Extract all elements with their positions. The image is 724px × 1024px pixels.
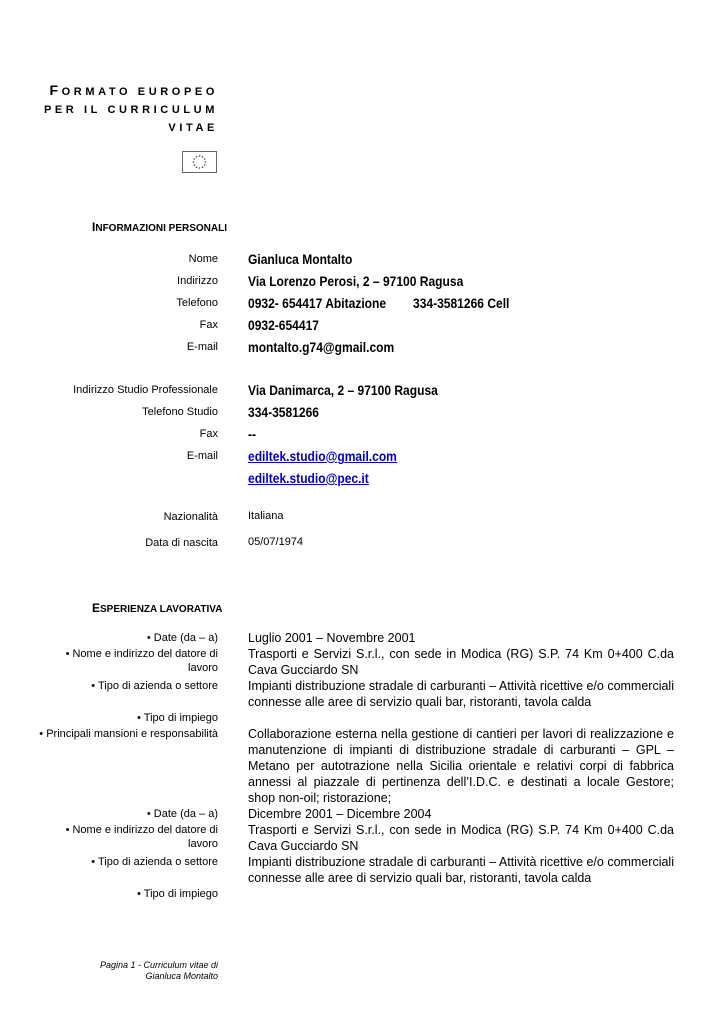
studio-phone-value: 334-3581266 [248, 404, 319, 420]
address-label: Indirizzo [177, 275, 218, 287]
birthdate-label: Data di nascita [145, 537, 218, 549]
eu-flag-icon [182, 151, 217, 173]
footer-line-2: Gianluca Montalto [145, 971, 218, 981]
studio-email-label: E-mail [186, 450, 218, 462]
studio-fax-value: -- [248, 426, 257, 442]
cv-title-line-2: PER IL CURRICULUM [43, 104, 218, 116]
job2-sector-label: • Tipo di azienda o settore [91, 856, 218, 868]
job1-sector: Impianti distribuzione stradale di carburanti – Attività ricettive e/o commerciali connesse alle aree di servizio quali bar, ristoranti, tavola calda [248, 679, 674, 709]
cv-title-line-3: VITAE [168, 122, 218, 134]
fax-label: Fax [199, 319, 218, 331]
job1-employer: Trasporti e Servizi S.r.l., con sede in Modica (RG) S.P. 74 Km 0+400 C.da Cava Gucciardo SN [248, 647, 674, 677]
job1-date: Luglio 2001 – Novembre 2001 [248, 631, 416, 645]
studio-address-value: Via Danimarca, 2 – 97100 Ragusa [248, 382, 438, 398]
address-value: Via Lorenzo Perosi, 2 – 97100 Ragusa [248, 273, 464, 289]
footer-line-1: Pagina 1 - Curriculum vitae di [99, 960, 218, 970]
job1-employer-label: • Nome e indirizzo del datore di lavoro [65, 648, 218, 674]
fax-value: 0932-654417 [248, 317, 319, 333]
phone-home-value: 0932- 654417 Abitazione [248, 295, 387, 311]
cv-title [44, 81, 218, 137]
job2-date-label: • Date (da – a) [146, 808, 218, 820]
name-value: Gianluca Montalto [248, 251, 353, 267]
job1-duties: Collaborazione esterna nella gestione di cantieri per lavori di realizzazione e manutenzione di impianti di distribuzione stradale di carburanti – GPL – Metano per autotrazione nella Sicilia orientale e relativi corpi di fabbrica annessi al piazzale di pertinenza dell’I.D.C. e destinati a locale Gestore; shop non-oil; ristorazione; [248, 727, 674, 805]
job2-date: Dicembre 2001 – Dicembre 2004 [248, 807, 432, 821]
nationality-label: Nazionalità [163, 511, 218, 523]
cv-title-line-1: FORMATO EUROPEO [49, 82, 218, 98]
job1-job-type-label: • Tipo di impiego [137, 712, 218, 724]
page-footer [100, 960, 218, 982]
phone-cell-value: 334-3581266 Cell [413, 295, 510, 311]
studio-email-link-1[interactable]: ediltek.studio@gmail.com [248, 448, 397, 464]
studio-email-link-2[interactable]: ediltek.studio@pec.it [248, 470, 369, 486]
email-label: E-mail [186, 341, 218, 353]
nationality-value: Italiana [248, 510, 284, 522]
section-work-experience: ESPERIENZA LAVORATIVA [92, 601, 223, 615]
name-label: Nome [188, 253, 218, 265]
studio-fax-label: Fax [199, 428, 218, 440]
job2-sector: Impianti distribuzione stradale di carburanti – Attività ricettive e/o commerciali connesse alle aree di servizio quali bar, ristoranti, tavola calda [248, 855, 674, 885]
phone-label: Telefono [176, 297, 218, 309]
job1-sector-label: • Tipo di azienda o settore [91, 680, 218, 692]
job2-employer: Trasporti e Servizi S.r.l., con sede in Modica (RG) S.P. 74 Km 0+400 C.da Cava Gucciardo SN [248, 823, 674, 853]
birthdate-value: 05/07/1974 [248, 536, 304, 548]
section-personal-info: INFORMAZIONI PERSONALI [92, 220, 228, 234]
studio-phone-label: Telefono Studio [142, 406, 218, 418]
job1-duties-label: • Principali mansioni e responsabilità [39, 728, 218, 740]
job1-date-label: • Date (da – a) [146, 632, 218, 644]
studio-address-label: Indirizzo Studio Professionale [73, 384, 218, 396]
job2-job-type-label: • Tipo di impiego [137, 888, 218, 900]
job2-employer-label: • Nome e indirizzo del datore di lavoro [65, 824, 218, 850]
eu-stars-icon [183, 152, 216, 172]
email-value: montalto.g74@gmail.com [248, 339, 395, 355]
